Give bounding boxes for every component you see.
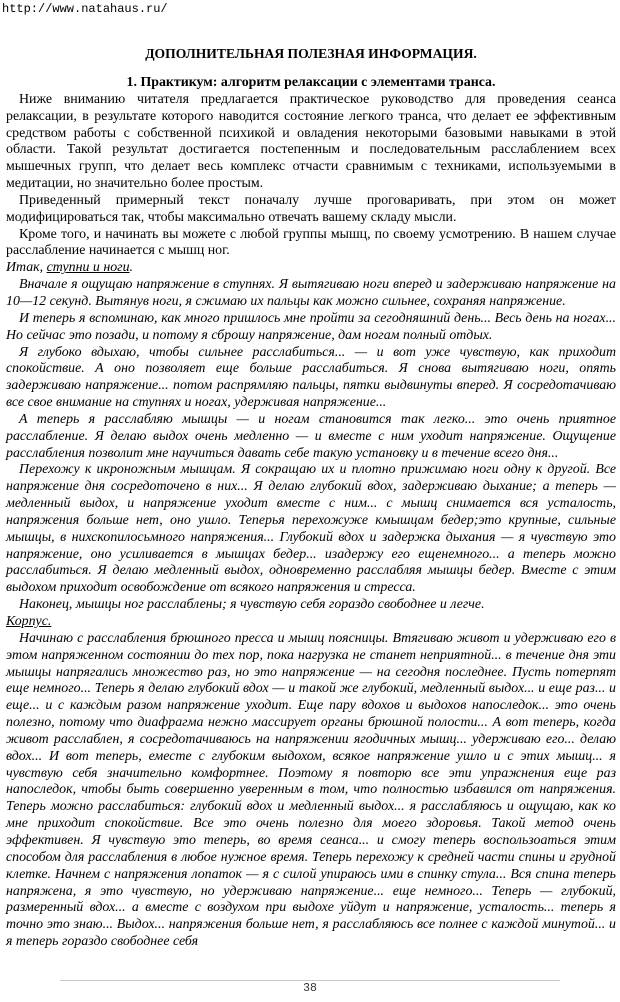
legs-paragraph-1: Вначале я ощущаю напряжение в ступнях. Я вытягиваю ноги вперед и задерживаю напряжение на 10—12 секунд. Вытянув ноги, я сжимаю их пальцы как можно сильнее, сохраняя напряжение. [6,277,616,309]
legs-heading: ступни и ноги [46,260,130,276]
body-heading: Корпус. [6,614,52,629]
legs-paragraph-4: А теперь я расслабляю мышцы — и ногам становится так легко... это очень приятное расслабление. Я делаю выдох очень медленно — и вместе с ним уходит напряжение. Ощущение расслабления позволит мне научиться давать себе такую установку и в течение всего дня... [6,411,616,461]
legs-heading-end: . [129,260,133,276]
footer-divider [60,980,560,981]
intro-paragraph-2: Приведенный примерный текст поначалу лучше проговаривать, при этом он может модифицироваться так, чтобы максимально отвечать вашему складу мысли. [6,192,616,225]
legs-heading-line [6,260,616,277]
intro-paragraph-3: Кроме того, и начинать вы можете с любой группы мышц, по своему усмотрению. В нашем случае расслабление начинается с мышц ног. [6,226,616,259]
intro-paragraph-1: Ниже вниманию читателя предлагается практическое руководство для проведения сеанса релаксации, в результате которого наводится состояние легкого транса, что делает ее эффективным средством работы с собственной психикой и овладения некоторыми базовыми навыками в этой области. Такой результат достигается постепенным и последовательным расслаблением всех мышечных групп, что делает весь комплекс отчасти сравнимым с техниками, используемыми в медитации, но значительно более простым. [6,91,616,192]
legs-paragraph-5: Перехожу к икроножным мышцам. Я сокращаю их и плотно прижимаю ноги одну к другой. Все напряжение дня сосредоточено в них... Я делаю глубокий вдох, задерживаю дыхание; а теперь — медленный выдох, и напряжение уходит вместе с ним... с мышц снимается вся усталость, напряжения больше нет, оно ушло. Теперья перехожуже кмышцам бедер;это крупные, сильные мышцы, в нихскопилосьмного напряжения... Глубокий вдох и задержка дыхания — я чувствую это напряжение, оно усиливается в мышцах бедер... изадержу его ещенемного... а теперь можно расслабиться. Я делаю медленный выдох, одновременно расслабляя мышцы бедер. Вместе с этим выдохом приходит освобождение от всякого напряжения и стресса. [6,462,616,596]
source-url: http://www.natahaus.ru/ [2,2,168,16]
section-subtitle: 1. Практикум: алгоритм релаксации с элементами транса. [126,75,496,90]
body-paragraph: Начинаю с расслабления брюшного пресса и мышц поясницы. Втягиваю живот и удерживаю его в этом напряженном состоянии до тех пор, пока нагрузка не станет неприятной... в течение дня эти мышцы напрягались множество раз, но это напряжение — на сегодня последнее. Пусть потерпят еще немного... Теперь я делаю глубокий вдох — и такой же глубокий, медленный выдох... и еще раз... и еще... и с каждым разом напряжение уходит. Еще пару вдохов и выдохов напоследок... это очень полезно, потому что диафрагма нежно массирует органы брюшной полости... А вот теперь, когда живот расслаблен, я сосредотачиваюсь на напряжении ягодичных мышц... удерживаю его... делаю вдох... И вот теперь, еместе с глубоким выдохом, всякое напряжение ушло и с этих мышц... я чувствую себя значительно комфортнее. Поэтому я повторю все эти упражнения еще раз напоследок, чтобы быть совершенно уверенным в том, что полностью избавился от напряжения. Теперь можно расслабиться: глубокий вдох и медленный выдох... я расслабляюсь и ощущаю, как ко мне приходит спокойствие. Все это очень полезно для моего здоровья. Такой метод очень эффективен. Я чувствую это теперь, во время сеанса... и смогу теперь воспользоаться этим способом для расслабления в любое нужное время. Теперь перехожу к средней части спины и грудной клетке. Начнем с напряжения лопаток — я с силой упираюсь ими в спинку стула... Вся спина теперь напряжена, я это чувствую, но удерживаю напряжение... еще немного... Теперь — глубокий, размеренный вдох... а вместе с воздухом при выдохе уйдут и напряжение, усталость... теперь я точно это знаю... Выдох... напряжения больше нет, я расслабляюсь все полнее с каждой минутой... и я теперь гораздо свободнее себя [6,630,616,950]
legs-paragraph-2: И теперь я вспоминаю, как много пришлось мне пройти за сегодняшний день... Весь день на ногах... Но сейчас это позади, и потому я сброшу напряжение, дам ногам полный отдых. [6,310,616,343]
page-number: 38 [303,982,317,995]
legs-paragraph-3: Я глубоко вдыхаю, чтобы сильнее расслабиться... — и вот уже чувствую, как приходит спокойствие. А оно позволяет еще больше расслабиться. Я снова вытягиваю ноги, опять задерживаю напряжение... потом распрямляю пальцы, пятки выдвинуты вперед. Я сосредотачиваю все свое внимание на ступнях и ногах, удерживая напряжение... [6,344,616,411]
legs-heading-lead: Итак, [6,260,47,276]
legs-paragraph-6: Наконец, мышцы ног расслаблены; я чувствую себя гораздо свободнее и легче. [19,597,485,613]
document-page [6,44,616,951]
page-title: ДОПОЛНИТЕЛЬНАЯ ПОЛЕЗНАЯ ИНФОРМАЦИЯ. [145,46,477,61]
